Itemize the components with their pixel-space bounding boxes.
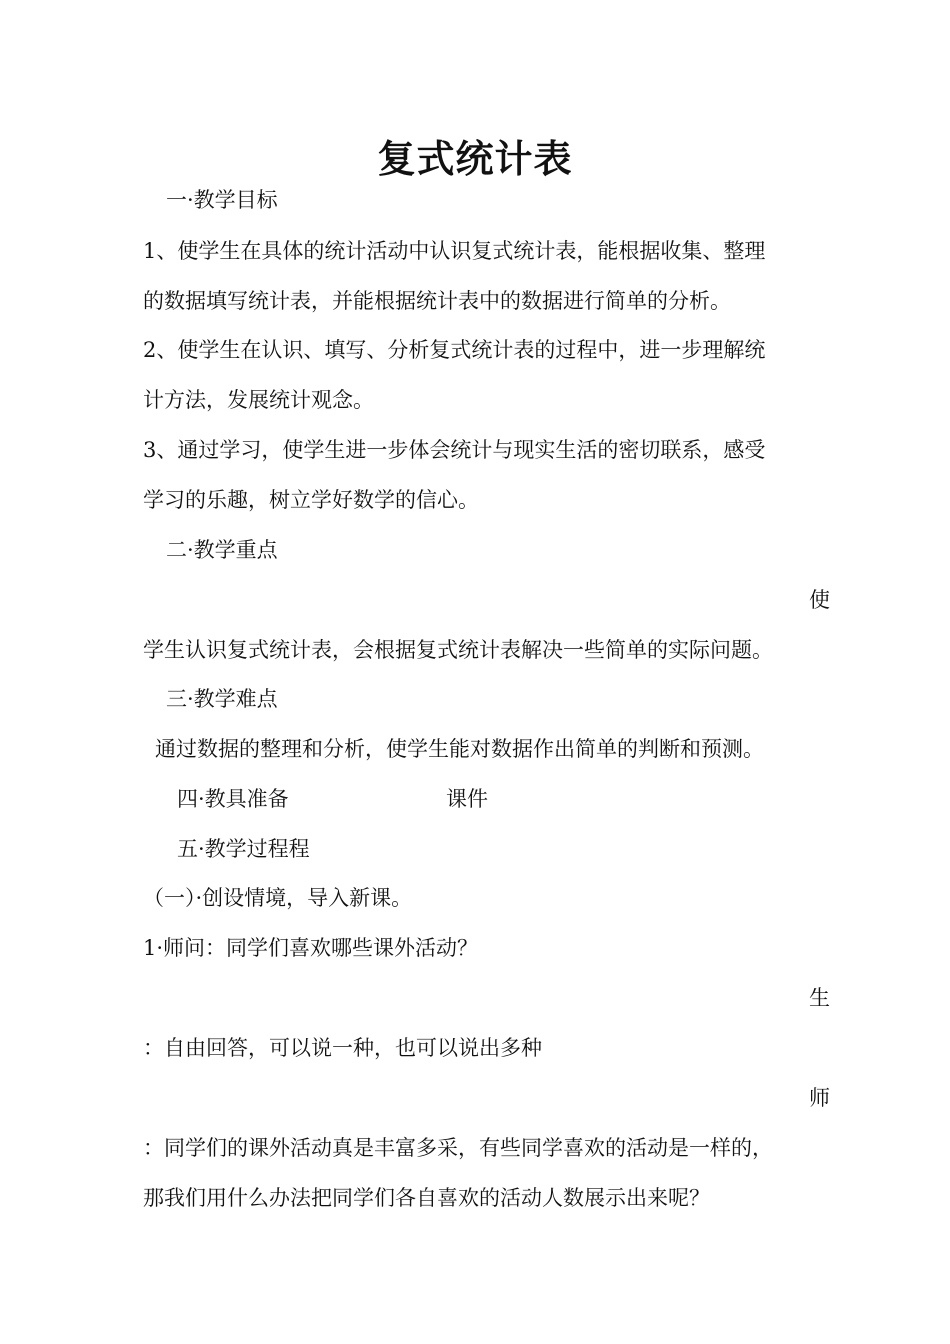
objective-1-line-2: 的数据填写统计表，并能根据统计表中的数据进行简单的分析。	[143, 289, 731, 313]
objective-2-line-2: 计方法，发展统计观念。	[143, 388, 374, 412]
heading-materials: 四·教具准备	[177, 787, 289, 811]
objective-1-line-1: 1、使学生在具体的统计活动中认识复式统计表，能根据收集、整理	[143, 239, 766, 263]
key-points-line-2: 学生认识复式统计表，会根据复式统计表解决一些简单的实际问题。	[143, 638, 773, 662]
teacher-question: 1·师问：同学们喜欢哪些课外活动？	[143, 936, 479, 960]
objective-2-line-1: 2、使学生在认识、填写、分析复式统计表的过程中，进一步理解统	[143, 338, 766, 362]
objective-3-line-1: 3、通过学习，使学生进一步体会统计与现实生活的密切联系，感受	[143, 438, 766, 462]
materials-value: 课件	[446, 787, 488, 811]
difficulties-text: 通过数据的整理和分析，使学生能对数据作出简单的判断和预测。	[155, 737, 764, 761]
document-title: 复式统计表	[377, 137, 573, 181]
heading-key-points: 二·教学重点	[166, 538, 278, 562]
key-points-line-1: 使	[809, 588, 830, 612]
heading-process: 五·教学过程程	[177, 837, 310, 861]
section-1-heading: （一）·创设情境，导入新课。	[143, 886, 413, 910]
teacher-speaker: 师	[809, 1086, 830, 1110]
teacher-remark-line-2: 那我们用什么办法把同学们各自喜欢的活动人数展示出来呢？	[143, 1186, 710, 1210]
objective-3-line-2: 学习的乐趣，树立学好数学的信心。	[143, 488, 479, 512]
student-answer: ：自由回答，可以说一种，也可以说出多种	[143, 1036, 542, 1060]
heading-difficulties: 三·教学难点	[166, 687, 278, 711]
student-speaker: 生	[809, 986, 830, 1010]
teacher-remark-line-1: ：同学们的课外活动真是丰富多采，有些同学喜欢的活动是一样的，	[143, 1136, 773, 1160]
heading-objectives: 一·教学目标	[166, 188, 278, 212]
